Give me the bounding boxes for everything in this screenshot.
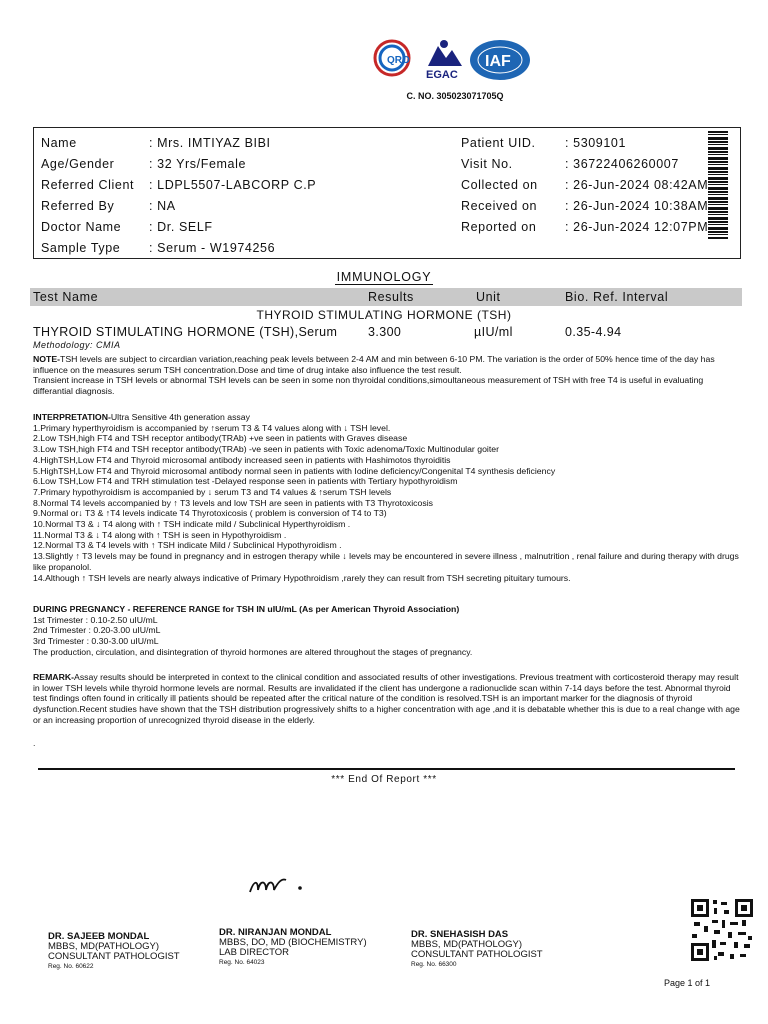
note-text: TSH levels are subject to circardian variation,reaching peak levels between 2-4 AM and min between 6-10 PM. The variation is the order of 50% hence time of the day has influence on the measures serum TSH concentration.Dose and time of drug intake also influence the test result.: [33, 354, 715, 375]
signatory-name: DR. NIRANJAN MONDAL: [219, 927, 332, 938]
name-value: : Mrs. IMTIYAZ BIBI: [149, 136, 271, 150]
pregnancy-title: DURING PREGNANCY - REFERENCE RANGE for TSH IN uIU/mL (As per American Thyroid Association): [33, 604, 460, 614]
iaf-logo: [468, 38, 532, 82]
interpretation-item: 11.Normal T3 & ↓ T4 along with ↑ TSH is seen in Hypothyroidism .: [33, 529, 287, 540]
results-table-header: [30, 288, 742, 306]
remark-text: Assay results should be interpreted in context to the clinical condition and associated results of other investigations. Previous treatment with corticosteroid therapy may result in lower TSH levels while thyroid hormone levels are normal. Results are invalidated if the client has undergone a radionuclide scan within 7-14 days before the test. Abnormal thyroid test findings often found in critically ill patients should be repeated after the critical nature of the condition is resolved.TSH is an important marker for the diagnosis of thyroid dysfunction.Recent studies have shown that the TSH distribution progressively shifts to a higher concentration with age ,and it is debatable whether this is due to a real change with age or an increasing proportion of unrecognized thyroid disease in the elderly.: [33, 672, 740, 725]
certificate-number: C. NO. 305023071705Q: [406, 91, 504, 101]
patient-uid-value: : 5309101: [565, 136, 627, 150]
note-block: [33, 354, 745, 397]
referred-client-value: : LDPL5507-LABCORP C.P: [149, 178, 317, 192]
name-label: Name: [41, 136, 77, 150]
test-reference-range: 0.35-4.94: [565, 325, 622, 339]
interpretation-item: 5.HighTSH,Low FT4 and Thyroid microsomal antibody normal seen in patients with Iodine deficiency/Congenital T4 synthesis deficiency: [33, 465, 556, 476]
note-label: NOTE-: [33, 354, 61, 364]
signature: [246, 874, 310, 898]
transient-note: Transient increase in TSH levels or abnormal TSH levels can be seen in some non thyroidal conditions,simoultaneous measurement of TSH with free T4 is useful in evaluating differantial diagnosis.: [33, 375, 704, 397]
egac-logo-text: EGAC: [426, 69, 458, 81]
remark-label: REMARK-: [33, 672, 75, 682]
signatory-qualification: MBBS, MD(PATHOLOGY): [411, 939, 523, 950]
signatory-reg: Reg. No. 66300: [411, 961, 457, 968]
interpretation-item: 3.Low TSH,high FT4 and TSH receptor antibody(TRAb) -ve seen in patients with Toxic adenoma/Toxic Multinodular goiter: [33, 444, 499, 455]
interpretation-item: 7.Primary hypothyroidism is accompanied by ↓ serum T3 and T4 values & ↑serum TSH levels: [33, 486, 392, 497]
sample-type-label: Sample Type: [41, 241, 121, 255]
signatory-title: CONSULTANT PATHOLOGIST: [411, 949, 543, 960]
interpretation-item: 4.HighTSH,Low FT4 and Thyroid microsomal antibody increased seen in patients with Hashimotos thyroiditis: [33, 454, 451, 465]
signatory-name: DR. SAJEEB MONDAL: [48, 931, 150, 942]
signatory-3: [411, 930, 543, 970]
interpretation-item: 8.Normal T4 levels accompanied by ↑ T3 levels and low TSH are seen in patients with T3 Thyrotoxicosis: [33, 497, 433, 508]
doctor-name-value: : Dr. SELF: [149, 220, 213, 234]
signatory-reg: Reg. No. 64023: [219, 959, 265, 966]
qro-logo-text: QRO: [387, 55, 410, 66]
pregnancy-block: [33, 604, 745, 658]
interpretation-item: 10.Normal T3 & ↓ T4 along with ↑ TSH indicate mild / Subclinical Hyperthyroidism .: [33, 519, 351, 530]
referred-client-label: Referred Client: [41, 178, 135, 192]
patient-info-box: [33, 127, 741, 259]
interpretation-item: 2.Low TSH,high FT4 and TSH receptor antibody(TRAb) +ve seen in patients with Graves disease: [33, 433, 408, 444]
signatory-1: [48, 932, 180, 972]
methodology: Methodology: CMIA: [33, 340, 121, 350]
col-bio-ref-interval: Bio. Ref. Interval: [565, 290, 669, 304]
interpretation-item: 12.Normal T3 & T4 levels with ↑ TSH indicate Mild / Subclinical Hypothyroidism .: [33, 540, 342, 551]
signatory-qualification: MBBS, DO, MD (BIOCHEMISTRY): [219, 937, 367, 948]
doctor-name-label: Doctor Name: [41, 220, 122, 234]
iaf-logo-text: IAF: [485, 53, 511, 70]
test-unit: µIU/ml: [474, 325, 513, 339]
test-name: THYROID STIMULATING HORMONE (TSH),Serum: [33, 325, 338, 339]
age-gender-label: Age/Gender: [41, 157, 115, 171]
age-gender-value: : 32 Yrs/Female: [149, 157, 247, 171]
visit-no-label: Visit No.: [461, 157, 513, 171]
sample-type-value: : Serum - W1974256: [149, 241, 276, 255]
interpretation-item: 9.Normal or↓ T3 & ↑T4 levels indicate T4 Thyrotoxicosis ( problem is conversion of T4 to T3): [33, 508, 387, 519]
patient-uid-label: Patient UID.: [461, 136, 536, 150]
department-title: IMMUNOLOGY: [336, 270, 432, 284]
barcode: [708, 131, 728, 239]
trimester-range: 2nd Trimester : 0.20-3.00 uIU/mL: [33, 625, 161, 636]
referred-by-value: : NA: [149, 199, 176, 213]
referred-by-label: Referred By: [41, 199, 115, 213]
received-on-label: Received on: [461, 199, 538, 213]
qr-code[interactable]: [690, 898, 754, 962]
page-number: Page 1 of 1: [663, 978, 710, 988]
col-test-name: Test Name: [33, 290, 99, 304]
reported-on-label: Reported on: [461, 220, 537, 234]
interpretation-item: 6.Low TSH,Low FT4 and TRH stimulation test -Delayed response seen in patients with Tertiary hypothyroidism: [33, 476, 458, 487]
egac-logo: [420, 36, 468, 90]
received-on-value: : 26-Jun-2024 10:38AM: [565, 199, 709, 213]
trimester-range: 1st Trimester : 0.10-2.50 uIU/mL: [33, 614, 158, 625]
col-results: Results: [368, 290, 414, 304]
qro-logo: [368, 36, 418, 82]
end-rule: [38, 768, 735, 770]
signatory-title: CONSULTANT PATHOLOGIST: [48, 951, 180, 962]
pregnancy-note: The production, circulation, and disintegration of thyroid hormones are altered throughout the stages of pregnancy.: [33, 646, 473, 657]
signatory-name: DR. SNEHASISH DAS: [411, 929, 509, 940]
interpretation-item: 14.Although ↑ TSH levels are nearly always indicative of Primary Hypothroidism ,rarely they can result from TSH secreting pituitary tumours.: [33, 572, 571, 583]
interpretation-item: 1.Primary hyperthyroidism is accompanied by ↑serum T3 & T4 values along with ↓ TSH level.: [33, 422, 391, 433]
reported-on-value: : 26-Jun-2024 12:07PM: [565, 220, 709, 234]
signatory-reg: Reg. No. 60622: [48, 963, 94, 970]
trailing-dot: .: [33, 738, 36, 748]
visit-no-value: : 36722406260007: [565, 157, 679, 171]
end-of-report: *** End Of Report ***: [331, 774, 437, 785]
remark-block: [33, 672, 745, 726]
collected-on-value: : 26-Jun-2024 08:42AM: [565, 178, 709, 192]
interpretation-label: INTERPRETATION-: [33, 412, 111, 422]
interpretation-item: 13.Slightly ↑ T3 levels may be found in pregnancy and in estrogen therapy while ↓ levels may be encountered in severe illness , malnutrition , renal failure and during therapy with drugs like propanolol.: [33, 551, 739, 572]
signatory-qualification: MBBS, MD(PATHOLOGY): [48, 941, 160, 952]
signatory-2: [219, 928, 367, 968]
section-heading: THYROID STIMULATING HORMONE (TSH): [256, 308, 512, 322]
collected-on-label: Collected on: [461, 178, 538, 192]
col-unit: Unit: [476, 290, 501, 304]
signatory-title: LAB DIRECTOR: [219, 947, 290, 958]
interpretation-block: [33, 412, 745, 583]
test-result: 3.300: [368, 325, 402, 339]
trimester-range: 3rd Trimester : 0.30-3.00 uIU/mL: [33, 636, 159, 647]
interpretation-text: Ultra Sensitive 4th generation assay: [110, 412, 250, 422]
